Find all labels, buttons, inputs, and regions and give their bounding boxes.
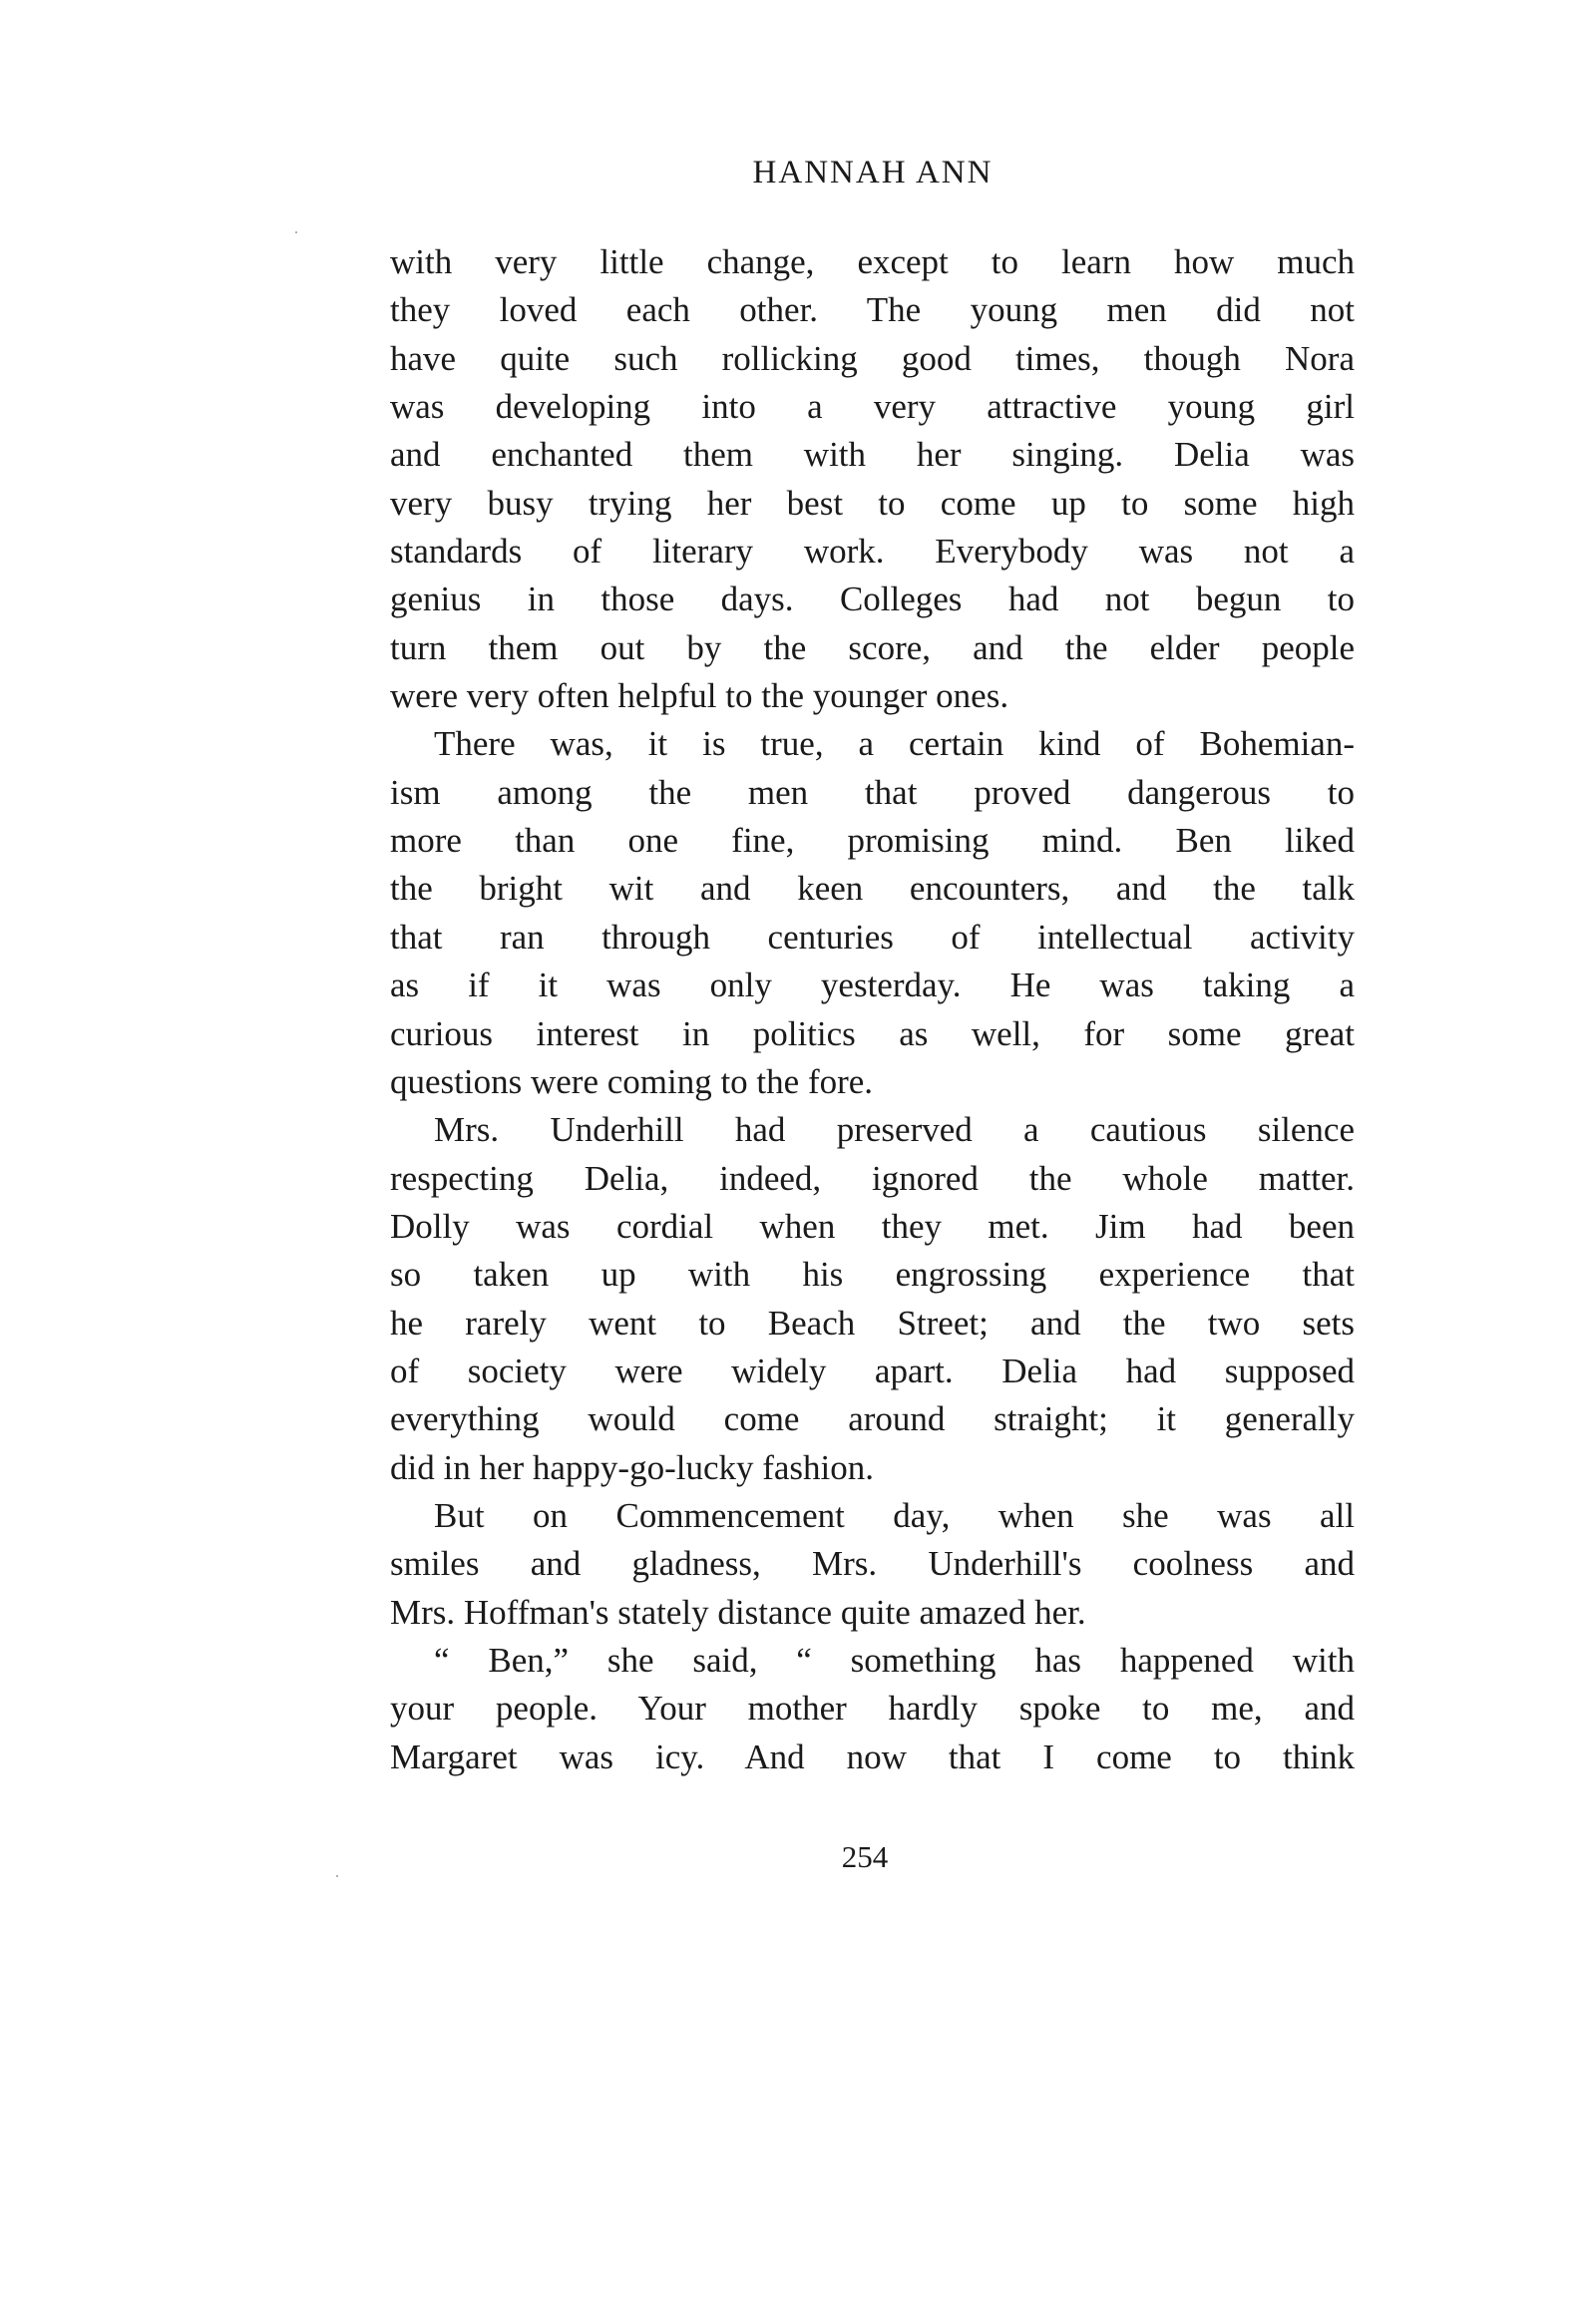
paragraph xyxy=(390,1637,1355,1781)
text-line: everything would come around straight; it generally xyxy=(390,1399,1355,1439)
body-text xyxy=(390,238,1355,1781)
text-line: Mrs. Underhill had preserved a cautious silence xyxy=(434,1110,1355,1150)
running-head: HANNAH ANN xyxy=(752,155,994,191)
text-line: they loved each other. The young men did not xyxy=(390,290,1355,330)
scan-speck xyxy=(295,231,297,233)
text-line: questions were coming to the fore. xyxy=(390,1061,874,1101)
paragraph xyxy=(390,1106,1355,1492)
text-line: that ran through centuries of intellectual activity xyxy=(390,917,1355,957)
text-line: so taken up with his engrossing experience that xyxy=(390,1255,1355,1295)
text-line: Margaret was icy. And now that I come to think xyxy=(390,1737,1355,1776)
paragraph xyxy=(390,1492,1355,1637)
text-line: genius in those days. Colleges had not begun to xyxy=(390,579,1355,619)
text-line: did in her happy-go-lucky fashion. xyxy=(390,1447,875,1487)
text-line: more than one fine, promising mind. Ben liked xyxy=(390,821,1355,861)
text-line: your people. Your mother hardly spoke to me, and xyxy=(390,1689,1355,1729)
text-line: of society were widely apart. Delia had supposed xyxy=(390,1351,1355,1390)
text-line: Dolly was cordial when they met. Jim had been xyxy=(390,1206,1355,1246)
paragraph xyxy=(390,720,1355,1106)
text-line: the bright wit and keen encounters, and the talk xyxy=(390,869,1355,909)
text-line: turn them out by the score, and the elder people xyxy=(390,627,1355,667)
text-line: he rarely went to Beach Street; and the two sets xyxy=(390,1303,1355,1343)
text-line: Mrs. Hoffman's stately distance quite amazed her. xyxy=(390,1592,1086,1632)
text-line: There was, it is true, a certain kind of Bohemian- xyxy=(434,724,1355,764)
text-line: ism among the men that proved dangerous to xyxy=(390,772,1355,812)
text-line: smiles and gladness, Mrs. Underhill's coolness and xyxy=(390,1544,1355,1584)
text-line: But on Commencement day, when she was all xyxy=(434,1495,1355,1535)
text-line: have quite such rollicking good times, though Nora xyxy=(390,338,1355,378)
text-line: was developing into a very attractive young girl xyxy=(390,387,1355,427)
text-line: as if it was only yesterday. He was taking a xyxy=(390,965,1355,1005)
text-line: respecting Delia, indeed, ignored the whole matter. xyxy=(390,1158,1355,1198)
page-number: 254 xyxy=(841,1839,889,1874)
text-line: and enchanted them with her singing. Delia was xyxy=(390,435,1355,475)
text-line: curious interest in politics as well, for some great xyxy=(390,1013,1355,1053)
text-line: were very often helpful to the younger ones. xyxy=(390,676,1009,716)
text-line: standards of literary work. Everybody was not a xyxy=(390,532,1355,572)
text-line: with very little change, except to learn how much xyxy=(390,242,1355,281)
scan-speck xyxy=(336,1875,338,1877)
paragraph xyxy=(390,238,1355,720)
text-line: “ Ben,” she said, “ something has happened with xyxy=(434,1640,1355,1680)
text-line: very busy trying her best to come up to some high xyxy=(390,483,1355,523)
